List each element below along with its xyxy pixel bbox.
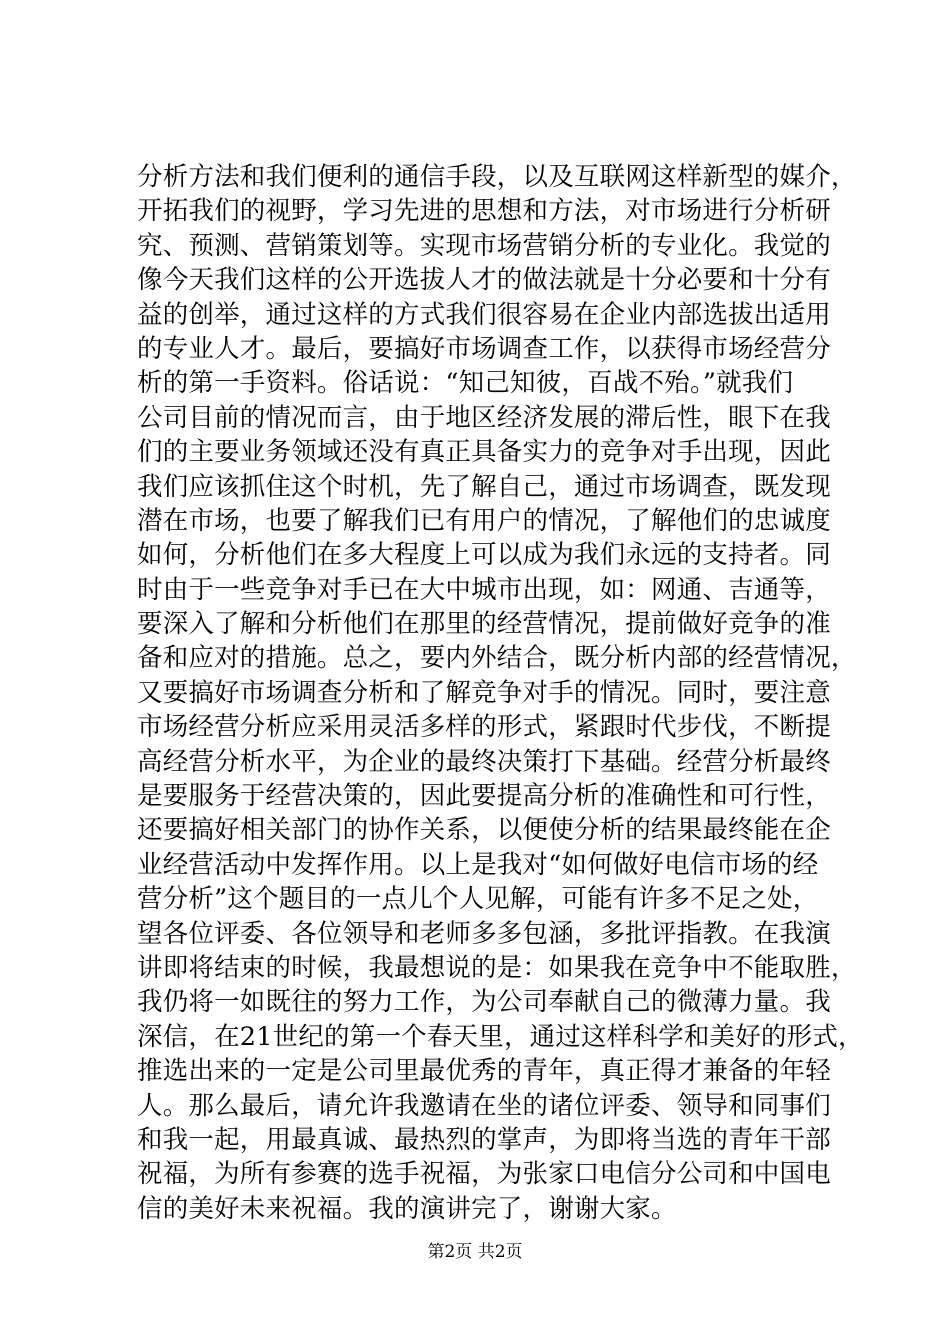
- text-line: 益的创举，通过这样的方式我们很容易在企业内部选拔出适用: [137, 299, 831, 330]
- body-paragraph: [137, 160, 864, 1226]
- text-line: 如何，分析他们在多大程度上可以成为我们永远的支持者。同: [137, 540, 831, 571]
- text-line: 高经营分析水平，为企业的最终决策打下基础。经营分析最终: [137, 746, 831, 777]
- text-line: 营分析”这个题目的一点儿个人见解，可能有许多不足之处，: [137, 884, 819, 915]
- text-line: 祝福，为所有参赛的选手祝福，为张家口电信分公司和中国电: [137, 1159, 831, 1190]
- text-line: 人。那么最后，请允许我邀请在坐的诸位评委、领导和同事们: [137, 1090, 831, 1121]
- text-line: 备和应对的措施。总之，要内外结合，既分析内部的经营情况，: [137, 643, 857, 674]
- page-number: 第2页 共2页: [427, 1242, 523, 1262]
- text-line: 我仍将一如既往的努力工作，为公司奉献自己的微薄力量。我: [137, 987, 831, 1018]
- text-line: 信的美好未来祝福。我的演讲完了，谢谢大家。: [137, 1193, 677, 1224]
- text-line: 和我一起，用最真诚、最热烈的掌声，为即将当选的青年干部: [137, 1124, 831, 1155]
- text-line: 像今天我们这样的公开选拔人才的做法就是十分必要和十分有: [137, 265, 831, 296]
- text-line: 要深入了解和分析他们在那里的经营情况，提前做好竞争的准: [137, 609, 831, 640]
- text-line: 是要服务于经营决策的，因此要提高分析的准确性和可行性，: [137, 781, 831, 812]
- text-line: 的专业人才。最后，要搞好市场调查工作，以获得市场经营分: [137, 333, 831, 364]
- text-line: 还要搞好相关部门的协作关系，以便使分析的结果最终能在企: [137, 815, 831, 846]
- text-line: 潜在市场，也要了解我们已有用户的情况，了解他们的忠诚度: [137, 505, 831, 536]
- text-line: 时由于一些竞争对手已在大中城市出现，如：网通、吉通等，: [137, 574, 831, 605]
- text-line: 推选出来的一定是公司里最优秀的青年，真正得才兼备的年轻: [137, 1056, 831, 1087]
- text-line: 们的主要业务领域还没有真正具备实力的竞争对手出现，因此: [137, 437, 831, 468]
- text-line: 讲即将结束的时候，我最想说的是：如果我在竞争中不能取胜，: [137, 952, 857, 983]
- text-line: 业经营活动中发挥作用。以上是我对“如何做好电信市场的经: [137, 849, 819, 880]
- text-line: 公司目前的情况而言，由于地区经济发展的滞后性，眼下在我: [137, 402, 831, 433]
- text-line: 分析方法和我们便利的通信手段，以及互联网这样新型的媒介，: [137, 162, 857, 192]
- text-line: 开拓我们的视野，学习先进的思想和方法，对市场进行分析研: [137, 196, 831, 227]
- text-line: 我们应该抓住这个时机，先了解自己，通过市场调查，既发现: [137, 471, 831, 502]
- page-footer: [0, 1240, 950, 1264]
- text-line: 深信，在21世纪的第一个春天里，通过这样科学和美好的形式，: [137, 1021, 864, 1052]
- text-line: 析的第一手资料。俗话说：“知己知彼，百战不殆。”就我们: [137, 368, 794, 399]
- text-line: 又要搞好市场调查分析和了解竞争对手的情况。同时，要注意: [137, 677, 831, 708]
- text-line: 究、预测、营销策划等。实现市场营销分析的专业化。我觉的: [137, 230, 831, 261]
- text-line: 市场经营分析应采用灵活多样的形式，紧跟时代步伐，不断提: [137, 712, 831, 743]
- text-line: 望各位评委、各位领导和老师多多包涵，多批评指教。在我演: [137, 918, 831, 949]
